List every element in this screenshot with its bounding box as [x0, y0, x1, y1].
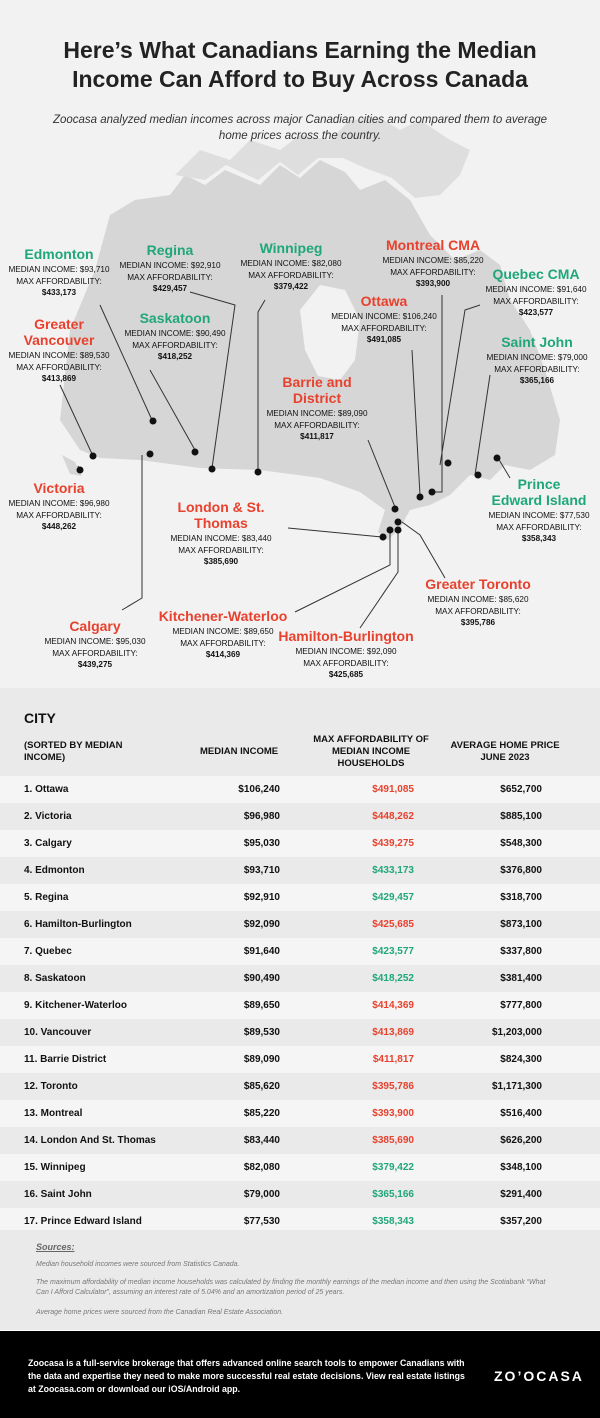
income-text: MEDIAN INCOME: $79,000	[486, 353, 588, 362]
label-calgary	[40, 618, 150, 671]
income-text: MEDIAN INCOME: $89,090	[266, 409, 368, 418]
city-name: Victoria	[33, 480, 85, 496]
cell-price: $337,800	[500, 946, 542, 957]
label-kitchener	[156, 608, 290, 661]
dot-victoria	[77, 467, 84, 474]
cell-city: 14. London And St. Thomas	[24, 1135, 156, 1146]
cell-afford: $448,262	[372, 811, 414, 822]
cell-price: $626,200	[500, 1135, 542, 1146]
cell-city: 17. Prince Edward Island	[24, 1216, 142, 1227]
table-row	[0, 965, 600, 992]
dot-winnipeg	[255, 469, 262, 476]
city-name: Quebec CMA	[492, 266, 580, 282]
afford-value: $439,275	[77, 660, 113, 669]
cell-city: 8. Saskatoon	[24, 973, 86, 984]
cell-income: $83,440	[243, 1135, 280, 1146]
city-name: Calgary	[69, 618, 121, 634]
cell-income: $89,650	[243, 1000, 280, 1011]
cell-afford: $379,422	[372, 1162, 414, 1173]
footer-text: Zoocasa is a full-service brokerage that offers advanced online search tools to empower Canadians with the data and expertise they need to make more successful real estate decisions. View real estate listings at Zoocasa.com or download our iOS/Android app.	[28, 1358, 465, 1394]
income-text: MEDIAN INCOME: $77,530	[488, 511, 590, 520]
label-montreal	[378, 237, 488, 290]
line-london	[288, 528, 382, 537]
cell-afford: $358,343	[372, 1216, 414, 1227]
afford-label: MAX AFFORDABILITY:	[274, 420, 360, 430]
dot-edmonton	[150, 418, 157, 425]
income-text: MEDIAN INCOME: $96,980	[8, 499, 110, 508]
cell-income: $93,710	[243, 865, 280, 876]
cell-price: $348,100	[500, 1162, 542, 1173]
city-name: Kitchener-Waterloo	[158, 608, 288, 624]
income-text: MEDIAN INCOME: $85,220	[382, 256, 484, 265]
afford-value: $414,369	[205, 650, 241, 659]
cell-price: $291,400	[500, 1189, 542, 1200]
cell-income: $91,640	[243, 946, 280, 957]
cell-price: $1,203,000	[491, 1027, 542, 1038]
afford-label: MAX AFFORDABILITY:	[494, 364, 580, 374]
table-row	[0, 884, 600, 911]
afford-label: MAX AFFORDABILITY:	[127, 272, 213, 282]
cell-city: 4. Edmonton	[24, 865, 85, 876]
afford-value: $385,690	[203, 557, 239, 566]
cell-city: 12. Toronto	[24, 1081, 78, 1092]
cell-income: $82,080	[243, 1162, 280, 1173]
cell-afford: $414,369	[372, 1000, 414, 1011]
page-title: Here’s What Canadians Earning the Median Income Can Afford to Buy Across Canada	[63, 37, 537, 92]
dot-pei	[494, 455, 501, 462]
table-row	[0, 1046, 600, 1073]
cell-income: $89,530	[243, 1027, 280, 1038]
label-regina	[115, 242, 225, 295]
label-ottawa	[326, 293, 442, 346]
cell-income: $92,090	[243, 919, 280, 930]
afford-value: $365,166	[519, 376, 555, 385]
income-text: MEDIAN INCOME: $93,710	[8, 265, 110, 274]
cell-price: $885,100	[500, 811, 542, 822]
cell-city: 3. Calgary	[24, 838, 72, 849]
afford-value: $411,817	[300, 432, 334, 441]
afford-label: MAX AFFORDABILITY:	[496, 522, 582, 532]
cell-city: 9. Kitchener-Waterloo	[24, 1000, 127, 1011]
table-row	[0, 992, 600, 1019]
cell-price: $357,200	[500, 1216, 542, 1227]
dot-saint-john	[475, 472, 482, 479]
source-line-3: Average home prices were sourced from the Canadian Real Estate Association.	[36, 1309, 284, 1316]
afford-label: MAX AFFORDABILITY:	[493, 296, 579, 306]
cell-price: $318,700	[500, 892, 542, 903]
afford-label: MAX AFFORDABILITY:	[341, 323, 427, 333]
table-sort-header: (SORTED BY MEDIAN INCOME)	[24, 740, 123, 763]
table-row	[0, 1127, 600, 1154]
city-name: Edmonton	[24, 246, 94, 262]
afford-label: MAX AFFORDABILITY:	[178, 545, 264, 555]
label-quebec	[478, 266, 594, 319]
income-text: MEDIAN INCOME: $85,620	[427, 595, 529, 604]
cell-afford: $439,275	[372, 838, 414, 849]
cell-afford: $413,869	[372, 1027, 414, 1038]
dot-calgary	[147, 451, 154, 458]
cell-afford: $418,252	[372, 973, 414, 984]
cell-income: $77,530	[243, 1216, 280, 1227]
dot-london	[380, 534, 387, 541]
line-hamilton	[360, 530, 398, 628]
dot-regina	[209, 466, 216, 473]
city-name: Prince Edward Island	[491, 476, 587, 508]
label-victoria	[4, 480, 114, 533]
label-vancouver	[4, 316, 114, 385]
afford-label: MAX AFFORDABILITY:	[390, 267, 476, 277]
city-name: Ottawa	[360, 293, 408, 309]
dot-kitchener	[387, 527, 394, 534]
afford-label: MAX AFFORDABILITY:	[248, 270, 334, 280]
label-winnipeg	[236, 240, 346, 293]
afford-value: $418,252	[157, 352, 193, 361]
city-name: Greater Toronto	[425, 576, 531, 592]
cell-price: $376,800	[500, 865, 542, 876]
cell-income: $96,980	[243, 811, 280, 822]
cell-afford: $411,817	[372, 1054, 414, 1065]
afford-value: $358,343	[521, 534, 557, 543]
label-pei	[484, 476, 594, 545]
afford-label: MAX AFFORDABILITY:	[435, 606, 521, 616]
afford-label: MAX AFFORDABILITY:	[132, 340, 218, 350]
table-row	[0, 776, 600, 803]
page-subtitle: Zoocasa analyzed median incomes across major Canadian cities and compared them to average home prices across the country.	[52, 114, 548, 142]
city-name: Saint John	[501, 334, 573, 350]
label-barrie	[262, 374, 372, 443]
cell-city: 15. Winnipeg	[24, 1162, 86, 1173]
label-saint-john	[482, 334, 592, 387]
cell-price: $873,100	[500, 919, 542, 930]
cell-city: 1. Ottawa	[24, 784, 69, 795]
source-line-1: Median household incomes were sourced from Statistics Canada.	[36, 1261, 240, 1268]
label-edmonton	[4, 246, 114, 299]
city-name: Winnipeg	[259, 240, 323, 256]
afford-value: $425,685	[328, 670, 364, 679]
sources-section	[0, 1230, 600, 1330]
cell-afford: $423,577	[372, 946, 414, 957]
cell-afford: $425,685	[372, 919, 414, 930]
income-text: MEDIAN INCOME: $95,030	[44, 637, 146, 646]
city-name: Hamilton-Burlington	[278, 628, 414, 644]
income-text: MEDIAN INCOME: $83,440	[170, 534, 272, 543]
afford-label: MAX AFFORDABILITY:	[180, 638, 266, 648]
afford-value: $429,457	[152, 284, 188, 293]
cell-price: $516,400	[500, 1108, 542, 1119]
afford-label: MAX AFFORDABILITY:	[16, 362, 102, 372]
table-row	[0, 803, 600, 830]
cell-income: $106,240	[238, 784, 280, 795]
map-section	[0, 0, 600, 688]
cell-afford: $433,173	[372, 865, 414, 876]
cell-afford: $395,786	[372, 1081, 414, 1092]
cell-income: $79,000	[243, 1189, 280, 1200]
cell-income: $85,620	[243, 1081, 280, 1092]
table-row	[0, 1100, 600, 1127]
dot-saskatoon	[192, 449, 199, 456]
table-row	[0, 1181, 600, 1208]
table-income-header: MEDIAN INCOME	[200, 746, 279, 757]
cell-price: $652,700	[500, 784, 542, 795]
table-row	[0, 1073, 600, 1100]
afford-label: MAX AFFORDABILITY:	[16, 276, 102, 286]
cell-afford: $385,690	[372, 1135, 414, 1146]
cell-city: 2. Victoria	[24, 811, 72, 822]
table-row	[0, 830, 600, 857]
label-london	[150, 499, 292, 568]
dot-barrie	[392, 506, 399, 513]
zoocasa-logo: ZO’OCASA	[494, 1368, 584, 1384]
source-line-2: The maximum affordability of median income households was calculated by finding the monthly earnings of the median income and then using the Scotiabank “What Can I Afford Calculator”, assuming an interest rate of 5.04% and an amortization period of 25 years.	[36, 1279, 546, 1296]
table-row	[0, 911, 600, 938]
city-name: Montreal CMA	[385, 237, 481, 253]
dot-toronto	[395, 519, 402, 526]
label-toronto	[418, 576, 538, 629]
cell-income: $90,490	[243, 973, 280, 984]
cell-price: $381,400	[500, 973, 542, 984]
cell-price: $548,300	[500, 838, 542, 849]
dot-ottawa	[417, 494, 424, 501]
income-text: MEDIAN INCOME: $82,080	[240, 259, 342, 268]
afford-value: $491,085	[366, 335, 402, 344]
afford-value: $448,262	[41, 522, 77, 531]
city-name: Greater Vancouver	[23, 316, 95, 348]
income-text: MEDIAN INCOME: $92,090	[295, 647, 397, 656]
afford-value: $393,900	[415, 279, 451, 288]
dot-hamilton	[395, 527, 402, 534]
cell-afford: $365,166	[372, 1189, 414, 1200]
income-text: MEDIAN INCOME: $89,530	[8, 351, 110, 360]
table-price-header: AVERAGE HOME PRICE JUNE 2023	[450, 740, 560, 763]
cell-city: 16. Saint John	[24, 1189, 92, 1200]
cell-city: 13. Montreal	[24, 1108, 83, 1119]
income-text: MEDIAN INCOME: $92,910	[119, 261, 221, 270]
table-row	[0, 1154, 600, 1181]
cell-city: 7. Quebec	[24, 946, 72, 957]
afford-value: $379,422	[273, 282, 309, 291]
cell-afford: $429,457	[372, 892, 414, 903]
income-text: MEDIAN INCOME: $106,240	[331, 312, 437, 321]
cell-price: $777,800	[500, 1000, 542, 1011]
line-kitchener	[295, 530, 390, 612]
cell-city: 10. Vancouver	[24, 1027, 92, 1038]
table-city-header: CITY	[24, 710, 56, 726]
cell-city: 6. Hamilton-Burlington	[24, 919, 132, 930]
afford-label: MAX AFFORDABILITY:	[16, 510, 102, 520]
city-name: Saskatoon	[139, 310, 211, 326]
affordability-table	[0, 688, 600, 1256]
table-afford-header: MAX AFFORDABILITY OF MEDIAN INCOME HOUSEHOLDS	[313, 734, 429, 769]
cell-income: $95,030	[243, 838, 280, 849]
dot-quebec	[445, 460, 452, 467]
income-text: MEDIAN INCOME: $89,650	[172, 627, 274, 636]
dot-vancouver	[90, 453, 97, 460]
label-hamilton	[276, 628, 416, 681]
cell-afford: $491,085	[372, 784, 414, 795]
line-toronto	[402, 522, 445, 578]
line-calgary	[122, 455, 142, 610]
afford-value: $395,786	[460, 618, 496, 627]
afford-value: $423,577	[518, 308, 554, 317]
income-text: MEDIAN INCOME: $91,640	[485, 285, 587, 294]
afford-value: $433,173	[41, 288, 77, 297]
cell-afford: $393,900	[372, 1108, 414, 1119]
table-row	[0, 1019, 600, 1046]
sources-title: Sources:	[36, 1242, 75, 1252]
city-name: London & St. Thomas	[177, 499, 265, 531]
city-name: Barrie and District	[282, 374, 352, 406]
cell-income: $92,910	[243, 892, 280, 903]
cell-price: $1,171,300	[491, 1081, 542, 1092]
dot-montreal	[429, 489, 436, 496]
cell-income: $89,090	[243, 1054, 280, 1065]
income-text: MEDIAN INCOME: $90,490	[124, 329, 226, 338]
label-saskatoon	[120, 310, 230, 363]
afford-value: $413,869	[41, 374, 77, 383]
cell-income: $85,220	[243, 1108, 280, 1119]
cell-city: 11. Barrie District	[24, 1054, 107, 1065]
cell-city: 5. Regina	[24, 892, 69, 903]
table-row	[0, 938, 600, 965]
afford-label: MAX AFFORDABILITY:	[303, 658, 389, 668]
footer	[0, 1331, 600, 1418]
afford-label: MAX AFFORDABILITY:	[52, 648, 138, 658]
table-row	[0, 857, 600, 884]
cell-price: $824,300	[500, 1054, 542, 1065]
city-name: Regina	[146, 242, 194, 258]
